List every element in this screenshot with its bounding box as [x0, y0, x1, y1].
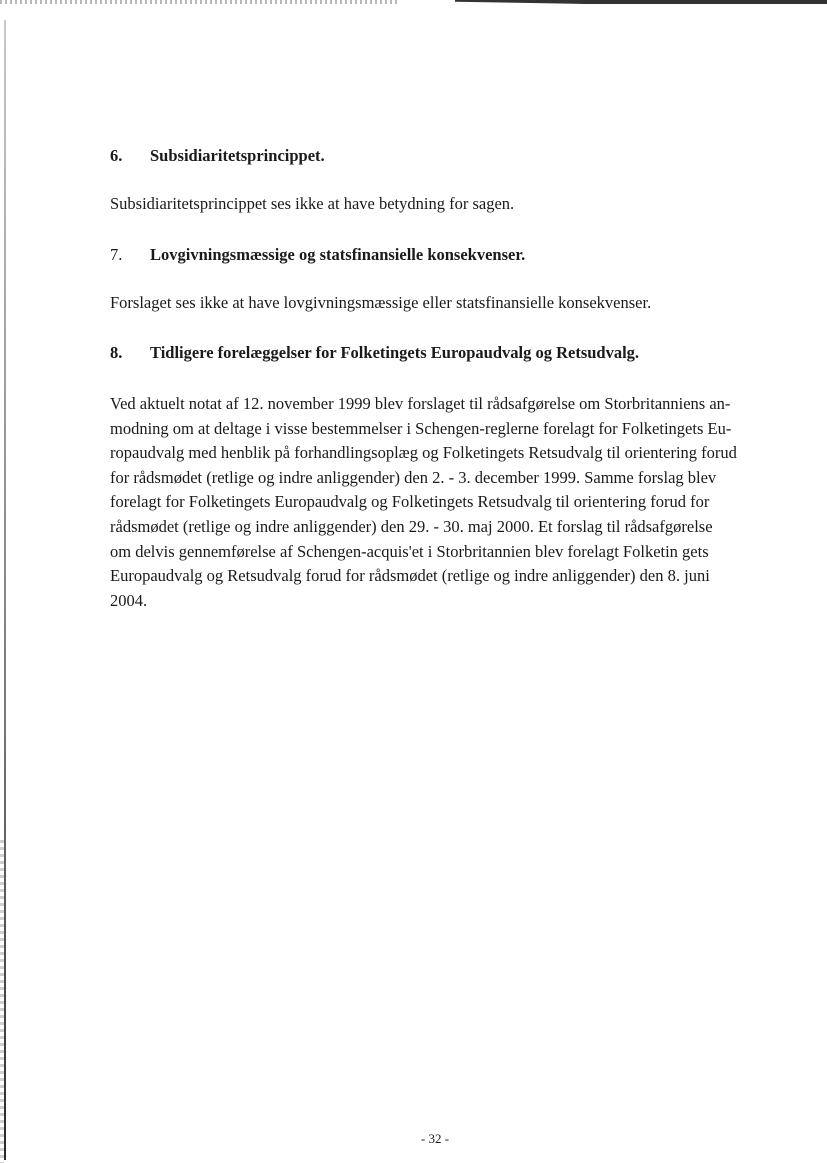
section-7-paragraph: Forslaget ses ikke at have lovgivningsmæssige eller statsfinansielle konsekvenser. — [110, 293, 652, 312]
scan-artifact-top-left — [0, 0, 400, 4]
section-8-heading — [110, 343, 639, 363]
section-6-heading — [110, 146, 325, 166]
section-7-heading — [110, 245, 525, 265]
paragraph-line: for rådsmødet (retlige og indre anliggender) den 2. - 3. december 1999. Samme forslag blev — [110, 467, 717, 487]
section-7-number: 7. — [110, 245, 123, 264]
section-7-title: Lovgivningsmæssige og statsfinansielle konsekvenser. — [150, 245, 526, 264]
scan-artifact-left-edge-lower — [0, 840, 4, 1163]
paragraph-line: rådsmødet (retlige og indre anliggender) den 29. - 30. maj 2000. Et forslag til rådsafgørelse — [110, 516, 713, 536]
paragraph-line: ropaudvalg med henblik på forhandlingsoplæg og Folketingets Retsudvalg til orientering forud — [110, 443, 737, 463]
page-number: - 32 - — [420, 1131, 450, 1146]
paragraph-line: Europaudvalg og Retsudvalg forud for rådsmødet (retlige og indre anliggender) den 8. juni — [110, 566, 710, 586]
section-6-title: Subsidiaritetsprincippet. — [150, 146, 325, 165]
section-8-title: Tidligere forelæggelser for Folketingets Europaudvalg og Retsudvalg. — [150, 343, 640, 362]
paragraph-line: om delvis gennemførelse af Schengen-acquis'et i Storbritannien blev forelagt Folketin gets — [110, 541, 709, 561]
scan-artifact-left-edge — [4, 20, 6, 1160]
section-8-number: 8. — [110, 343, 123, 362]
paragraph-line: Ved aktuelt notat af 12. november 1999 blev forslaget til rådsafgørelse om Storbritanniens an- — [110, 394, 731, 413]
section-8-paragraph — [110, 392, 760, 613]
paragraph-line: forelagt for Folketingets Europaudvalg og Folketingets Retsudvalg til orientering forud for — [110, 492, 710, 512]
paragraph-line: 2004. — [110, 590, 148, 610]
section-6-number: 6. — [110, 146, 123, 165]
section-6-paragraph: Subsidiaritetsprincippet ses ikke at have betydning for sagen. — [110, 194, 515, 213]
scan-artifact-top-right — [455, 0, 827, 9]
paragraph-line: modning om at deltage i visse bestemmelser i Schengen-reglerne forelagt for Folketingets Eu- — [110, 418, 732, 438]
